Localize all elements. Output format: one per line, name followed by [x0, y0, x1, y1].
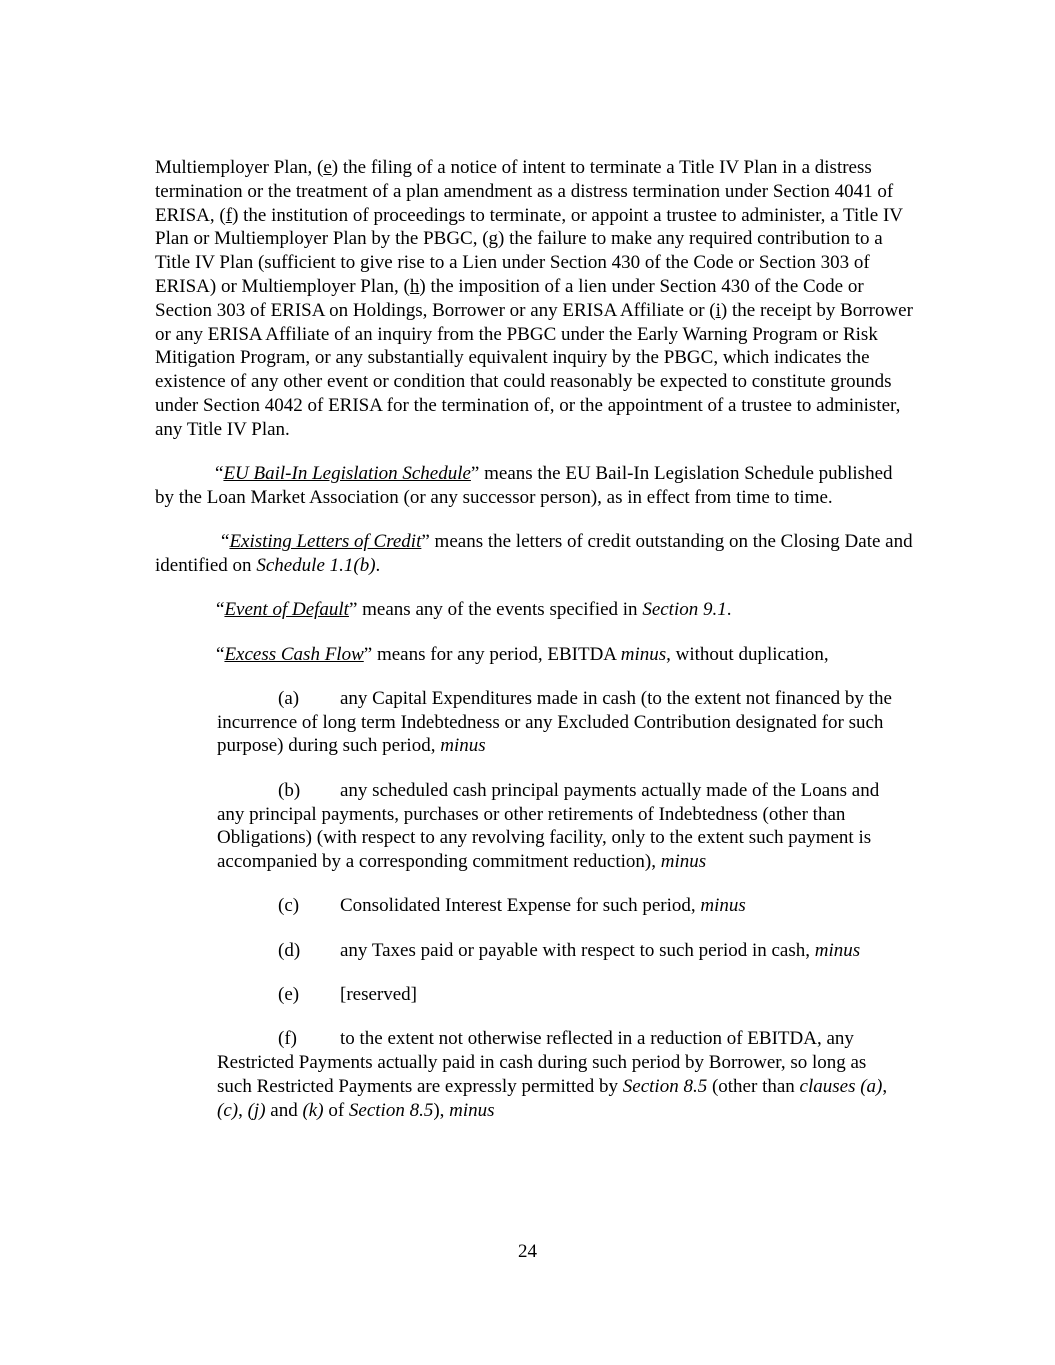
cross-reference: Section 9.1 [642, 599, 727, 621]
clause-e: (e) [reserved] [278, 984, 418, 1006]
clause-label: (f) [278, 1028, 297, 1050]
clause-d: (d) any Taxes paid or payable with respect to such period in cash, minus [278, 939, 861, 961]
cross-reference: (c) [217, 1099, 239, 1121]
definition-existing-letters-of-credit: “Existing Letters of Credit” means the letters of credit outstanding on the Closing Date and identified on Schedule 1.1(b). [155, 531, 913, 576]
clause-label: (d) [278, 939, 301, 961]
document-body [155, 156, 915, 1143]
clause-label: (c) [278, 895, 300, 917]
defined-term: EU Bail-In Legislation Schedule [223, 463, 471, 485]
cross-reference: (j) [247, 1099, 266, 1121]
clause-c: (c) Consolidated Interest Expense for such period, minus [278, 895, 746, 917]
cross-reference: Section 8.5 [622, 1075, 708, 1097]
defined-term: Event of Default [224, 599, 349, 621]
definition-eu-bail-in-legislation-schedule: “EU Bail-In Legislation Schedule” means the EU Bail-In Legislation Schedule published by the Loan Market Association (or any successor person), as in effect from time to time. [155, 463, 893, 508]
clause-label: (a) [278, 687, 300, 709]
paragraph-erisa-event-continued: Multiemployer Plan, (e) the filing of a notice of intent to terminate a Title IV Plan in a distress termination or the treatment of a plan amendment as a distress termination under Section 4041 of ERISA, (f) the institution of proceedings to terminate, or appoint a trustee to administer, a Title IV Plan or Multiemployer Plan by the PBGC, (g) the failure to make any required contribution to a Title IV Plan (sufficient to give rise to a Lien under Section 430 of the Code or Section 303 of ERISA) or Multiemployer Plan, (h) the imposition of a lien under Section 430 of the Code or Section 303 of ERISA on Holdings, Borrower or any ERISA Affiliate or (i) the receipt by Borrower or any ERISA Affiliate of an inquiry from the PBGC under the Early Warning Program or Risk Mitigation Program, or any substantially equivalent inquiry by the PBGC, which indicates the existence of any other event or condition that could reasonably be expected to constitute grounds under Section 4042 of ERISA for the termination of, or the appointment of a trustee to administer, any Title IV Plan. [155, 157, 913, 440]
clause-f: (f) to the extent not otherwise reflected in a reduction of EBITDA, any Restricted Payments actually paid in cash during such period by Borrower, so long as such Restricted Payments are expressly permitted by Section 8.5 (other than clauses (a), (c), (j) and (k) of Section 8.5), minus [217, 1028, 888, 1121]
cross-reference: clauses (a) [799, 1075, 883, 1097]
clause-b: (b) any scheduled cash principal payments actually made of the Loans and any principal payments, purchases or other retirements of Indebtedness (other than Obligations) (with respect to any revolving facility, only to the extent such payment is accompanied by a corresponding commitment reduction), minus [217, 779, 880, 873]
definition-excess-cash-flow: “Excess Cash Flow” means for any period, EBITDA minus, without duplication, [216, 643, 829, 665]
clause-letter: e [323, 157, 332, 178]
cross-reference: Section 8.5 [348, 1099, 434, 1121]
clause-label: (b) [278, 779, 301, 801]
clause-letter: h [409, 275, 420, 297]
cross-reference: (k) [302, 1099, 324, 1121]
defined-term: Existing Letters of Credit [229, 531, 422, 553]
defined-term: Excess Cash Flow [224, 643, 364, 665]
definition-event-of-default: “Event of Default” means any of the events specified in Section 9.1. [216, 599, 732, 621]
clause-label: (e) [278, 984, 300, 1006]
clause-letter: f [225, 204, 233, 226]
clause-letter: g [488, 228, 499, 250]
page-number: 24 [518, 1241, 537, 1262]
cross-reference: Schedule 1.1(b) [256, 554, 376, 576]
clause-letter: i [715, 299, 721, 321]
clause-a: (a) any Capital Expenditures made in cash (to the extent not financed by the incurrence of long term Indebtedness or any Excluded Contribution designated for such purpose) during such period, minus [217, 687, 892, 757]
